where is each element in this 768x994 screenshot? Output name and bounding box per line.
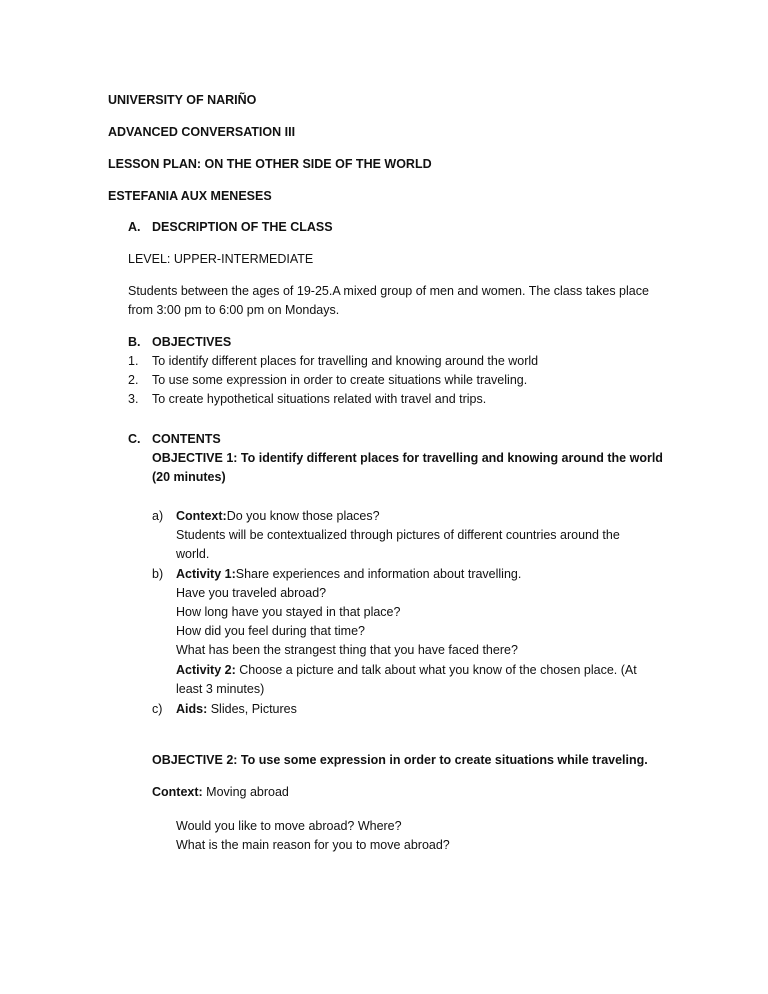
objective-number: 1. (128, 354, 139, 368)
activity2-text-line2: least 3 minutes) (176, 682, 265, 696)
objective2-title: OBJECTIVE 2: To use some expression in order to create situations while traveling. (152, 753, 648, 767)
context-text: Do you know those places? (226, 509, 380, 523)
aids-text: Slides, Pictures (207, 702, 297, 716)
section-b-marker: B. (128, 335, 141, 349)
lesson-plan-title: LESSON PLAN: ON THE OTHER SIDE OF THE WORLD (108, 157, 432, 171)
objective-list-item (128, 352, 538, 371)
objective2-context-text: Moving abroad (202, 785, 289, 799)
aids-item (152, 700, 297, 719)
list-marker-b: b) (152, 567, 164, 581)
activity1-item (152, 565, 521, 584)
context-description-line1: Students will be contextualized through pictures of different countries around the (176, 528, 620, 542)
objective-text: To create hypothetical situations related with travel and trips. (152, 392, 487, 406)
list-marker-c: c) (152, 702, 163, 716)
section-b-title: OBJECTIVES (152, 335, 232, 349)
objective1-title-line1: OBJECTIVE 1: To identify different places for travelling and knowing around the world (152, 451, 663, 465)
course-name: ADVANCED CONVERSATION III (108, 125, 296, 139)
class-level: LEVEL: UPPER-INTERMEDIATE (128, 252, 314, 266)
question-item: Would you like to move abroad? Where? (176, 819, 402, 833)
question-item: How long have you stayed in that place? (176, 605, 401, 619)
section-a-heading (128, 218, 333, 237)
section-c-title: CONTENTS (152, 432, 221, 446)
activity1-text: Share experiences and information about travelling. (235, 567, 522, 581)
activity2-text: Choose a picture and talk about what you know of the chosen place. (At (235, 663, 637, 677)
section-a-marker: A. (128, 220, 141, 234)
university-name: UNIVERSITY OF NARIÑO (108, 93, 257, 107)
question-item: How did you feel during that time? (176, 624, 365, 638)
author-name: ESTEFANIA AUX MENESES (108, 189, 272, 203)
objective-list-item (128, 371, 527, 390)
section-c-heading (128, 430, 221, 449)
objective1-title-line2: (20 minutes) (152, 470, 226, 484)
question-item: What is the main reason for you to move abroad? (176, 838, 450, 852)
activity1-label: Activity 1: (176, 567, 236, 581)
list-marker-a: a) (152, 509, 164, 523)
objective-number: 2. (128, 373, 139, 387)
objective-text: To identify different places for travelling and knowing around the world (152, 354, 539, 368)
context-description-line2: world. (176, 547, 210, 561)
objective2-context (152, 783, 289, 802)
objective-list-item (128, 390, 486, 409)
context-item (152, 507, 380, 526)
objective-number: 3. (128, 392, 139, 406)
question-item: Have you traveled abroad? (176, 586, 327, 600)
class-description-line1: Students between the ages of 19-25.A mixed group of men and women. The class takes place (128, 284, 649, 298)
objective-text: To use some expression in order to create situations while traveling. (152, 373, 528, 387)
context-label: Context: (176, 509, 227, 523)
aids-label: Aids: (176, 702, 208, 716)
objective2-context-label: Context: (152, 785, 203, 799)
activity2-item (176, 661, 637, 680)
activity2-label: Activity 2: (176, 663, 236, 677)
section-a-title: DESCRIPTION OF THE CLASS (152, 220, 333, 234)
question-item: What has been the strangest thing that you have faced there? (176, 643, 518, 657)
class-description-line2: from 3:00 pm to 6:00 pm on Mondays. (128, 303, 340, 317)
section-c-marker: C. (128, 432, 141, 446)
section-b-heading (128, 333, 231, 352)
